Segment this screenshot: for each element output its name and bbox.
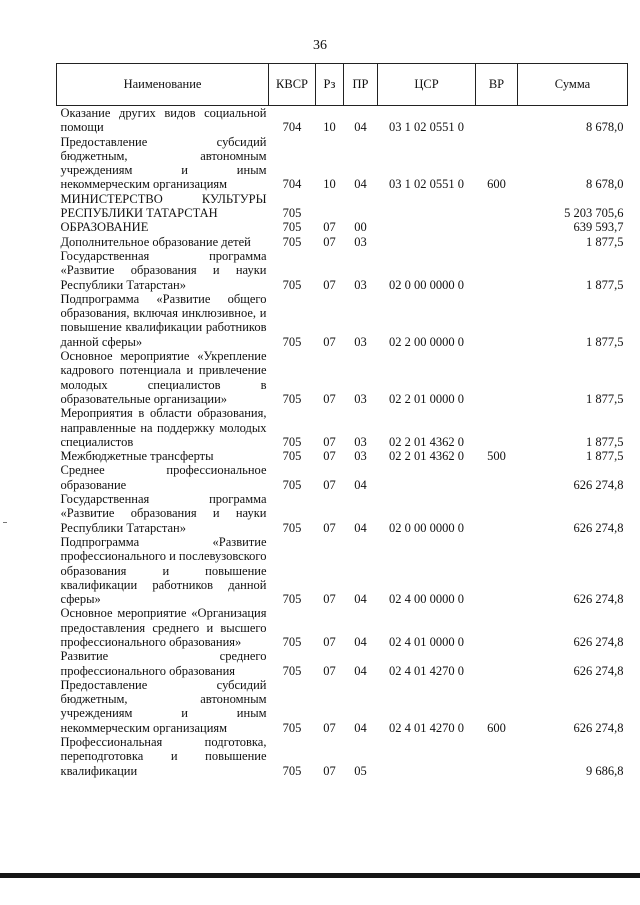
row-sum: 8 678,0 [586,120,624,135]
row-pr: 04 [354,477,367,492]
row-kvsr: 705 [282,634,302,649]
row-vr: 600 [487,177,506,192]
row-name: Государственная программа «Развитие образования и науки Республики Татарстан» [60,248,267,292]
row-sum: 1 877,5 [586,234,624,249]
row-name: Подпрограмма «Развитие общего образования, включая инклюзивное, и повышение квалификации работников данной сферы» [60,291,267,349]
budget-table [56,63,628,778]
row-pr: 04 [354,177,367,192]
row-name: Оказание других видов социальной помощи [60,106,267,135]
row-pr: 03 [354,449,367,464]
row-csr [378,192,476,221]
row-rz: 07 [323,391,336,406]
row-rz: 07 [323,763,336,778]
row-csr: 02 4 01 0000 0 [389,634,464,649]
row-pr: 04 [354,120,367,135]
row-csr [378,463,476,492]
table-row [57,249,628,292]
row-vr [476,535,518,606]
row-kvsr: 704 [282,120,302,135]
row-name: Дополнительное образование детей [60,234,251,249]
row-name: Основное мероприятие «Укрепление кадрового потенциала и привлечение молодых специалистов в образовательные организации» [60,349,267,406]
row-rz: 07 [323,663,336,678]
row-csr [378,220,476,234]
row-rz: 07 [323,220,336,235]
table-row [57,463,628,492]
row-pr: 04 [354,634,367,649]
row-csr: 02 4 01 4270 0 [389,663,464,678]
row-vr [476,106,518,135]
row-pr: 04 [354,663,367,678]
row-pr: 05 [354,763,367,778]
row-name: Основное мероприятие «Организация предоставления среднего и высшего профессионального образования» [60,606,267,649]
row-kvsr: 705 [282,663,302,678]
row-vr [476,235,518,249]
row-name: Межбюджетные трансферты [60,449,214,464]
row-pr: 04 [354,520,367,535]
table-row [57,606,628,649]
row-kvsr: 705 [282,449,302,464]
row-vr [476,249,518,292]
row-sum: 1 877,5 [586,391,624,406]
table-row [57,135,628,192]
row-vr [476,349,518,406]
table-row [57,406,628,449]
table-body [57,106,628,778]
header-csr: ЦСР [378,64,476,106]
row-kvsr: 705 [282,592,302,607]
row-sum: 5 203 705,6 [564,206,624,221]
row-rz: 07 [323,234,336,249]
header-sum: Сумма [518,64,628,106]
row-pr: 00 [354,220,367,235]
row-kvsr: 705 [282,720,302,735]
row-kvsr: 705 [282,391,302,406]
row-pr: 03 [354,234,367,249]
row-name: Предоставление субсидий бюджетным, автономным учреждениям и иным некоммерческим организациям [60,134,267,192]
row-name: Среднее профессиональное образование [60,463,267,492]
row-csr: 03 1 02 0551 0 [389,120,464,135]
row-rz: 07 [323,449,336,464]
row-sum: 1 877,5 [586,434,624,449]
row-name: Развитие среднего профессионального образования [60,649,267,678]
row-csr: 02 4 01 4270 0 [389,720,464,735]
row-pr: 03 [354,277,367,292]
table-row [57,735,628,778]
row-sum: 626 274,8 [573,592,624,607]
row-csr: 02 0 00 0000 0 [389,520,464,535]
row-name: МИНИСТЕРСТВО КУЛЬТУРЫ РЕСПУБЛИКИ ТАТАРСТАН [60,191,267,221]
row-vr [476,463,518,492]
row-rz: 10 [323,177,336,192]
header-kvsr: КВСР [269,64,316,106]
row-sum: 1 877,5 [586,334,624,349]
row-pr: 03 [354,434,367,449]
row-rz: 10 [323,120,336,135]
row-rz: 07 [323,334,336,349]
row-csr: 02 2 01 4362 0 [389,434,464,449]
row-sum: 626 274,8 [573,634,624,649]
table-row [57,106,628,135]
row-sum: 1 877,5 [586,449,624,464]
row-kvsr: 704 [282,177,302,192]
row-rz: 07 [323,520,336,535]
table-header-row [57,64,628,106]
table-row [57,192,628,221]
header-vr: ВР [476,64,518,106]
row-rz: 07 [323,592,336,607]
row-kvsr: 705 [282,477,302,492]
table-row [57,349,628,406]
row-name: Подпрограмма «Развитие профессионального и послевузовского образования и повышение квалификации работников данной сферы» [60,534,267,607]
scan-edge-bar [0,873,640,878]
row-csr [378,235,476,249]
row-kvsr: 705 [282,220,302,235]
margin-mark [3,522,7,523]
row-kvsr: 705 [282,234,302,249]
table-row [57,220,628,234]
table-row [57,678,628,735]
table-row [57,449,628,463]
row-vr [476,220,518,234]
row-sum: 1 877,5 [586,277,624,292]
row-name: Мероприятия в области образования, направленные на поддержку молодых специалистов [60,406,267,449]
row-pr: 04 [354,592,367,607]
row-vr [476,735,518,778]
table-row [57,649,628,678]
row-rz: 07 [323,720,336,735]
row-vr [476,492,518,535]
row-kvsr: 705 [282,434,302,449]
row-rz: 07 [323,434,336,449]
row-csr [378,735,476,778]
row-vr: 500 [487,449,506,464]
row-name: Профессиональная подготовка, переподготовка и повышение квалификации [60,735,267,778]
row-vr [476,649,518,678]
row-sum: 626 274,8 [573,663,624,678]
row-sum: 626 274,8 [573,477,624,492]
row-pr: 04 [354,720,367,735]
row-kvsr: 705 [282,520,302,535]
row-kvsr: 705 [282,277,302,292]
header-rz: Рз [316,64,344,106]
table-row [57,292,628,349]
row-csr: 02 2 01 0000 0 [389,391,464,406]
row-sum: 626 274,8 [573,520,624,535]
table-row [57,492,628,535]
row-name: Государственная программа «Развитие образования и науки Республики Татарстан» [60,492,267,535]
row-name: Предоставление субсидий бюджетным, автономным учреждениям и иным некоммерческим организациям [60,677,267,735]
row-sum: 9 686,8 [586,763,624,778]
row-rz [316,192,344,221]
row-pr [344,192,378,221]
table-row [57,235,628,249]
row-vr [476,292,518,349]
row-rz: 07 [323,277,336,292]
row-name: ОБРАЗОВАНИЕ [60,220,149,235]
page-number: 36 [313,38,327,53]
row-vr [476,606,518,649]
row-kvsr: 705 [282,334,302,349]
row-sum: 8 678,0 [586,177,624,192]
row-vr: 600 [487,720,506,735]
row-sum: 639 593,7 [573,220,624,235]
row-sum: 626 274,8 [573,720,624,735]
row-kvsr: 705 [282,206,302,221]
row-vr [476,406,518,449]
row-csr: 02 2 01 4362 0 [389,449,464,464]
table-row [57,535,628,606]
row-csr: 02 4 00 0000 0 [389,592,464,607]
row-pr: 03 [354,391,367,406]
row-rz: 07 [323,634,336,649]
row-csr: 02 0 00 0000 0 [389,277,464,292]
header-pr: ПР [344,64,378,106]
header-name: Наименование [57,64,269,106]
row-csr: 03 1 02 0551 0 [389,177,464,192]
row-kvsr: 705 [282,763,302,778]
row-csr: 02 2 00 0000 0 [389,334,464,349]
row-vr [476,192,518,221]
row-pr: 03 [354,334,367,349]
row-rz: 07 [323,477,336,492]
